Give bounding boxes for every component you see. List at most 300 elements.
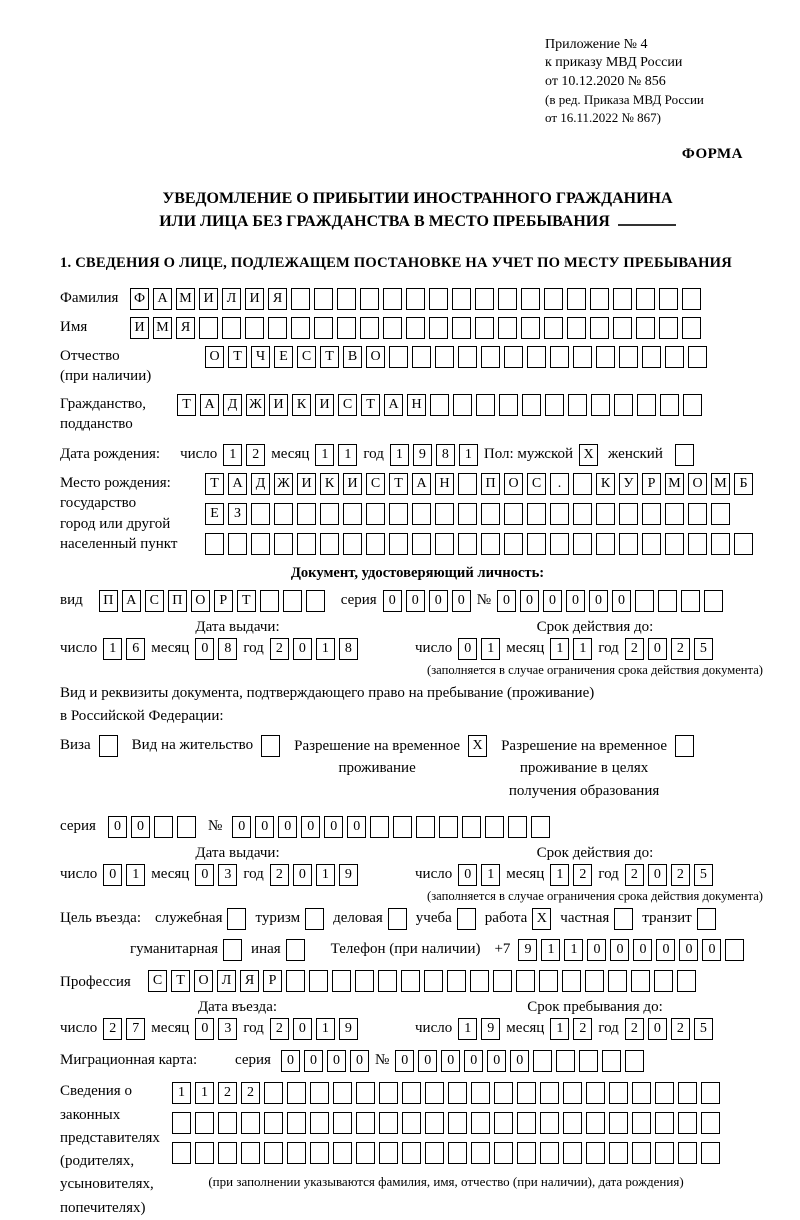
char-cell[interactable] [540, 1112, 559, 1134]
char-cell[interactable] [264, 1112, 283, 1134]
char-cell[interactable] [245, 317, 264, 339]
char-cell[interactable] [429, 288, 448, 310]
char-cell[interactable] [550, 533, 569, 555]
char-cell[interactable]: 1 [481, 864, 500, 886]
char-cell[interactable]: 0 [543, 590, 562, 612]
char-cell[interactable]: 9 [339, 864, 358, 886]
char-cell[interactable]: 2 [103, 1018, 122, 1040]
char-cell[interactable]: 0 [464, 1050, 483, 1072]
char-cell[interactable]: 1 [573, 638, 592, 660]
char-cell[interactable]: С [148, 970, 167, 992]
char-cell[interactable] [264, 1142, 283, 1164]
char-cell[interactable] [568, 394, 587, 416]
char-cell[interactable]: 0 [131, 816, 150, 838]
char-cell[interactable] [356, 1112, 375, 1134]
char-cell[interactable]: 1 [541, 939, 560, 961]
char-cell[interactable] [683, 394, 702, 416]
char-cell[interactable]: 2 [625, 638, 644, 660]
char-cell[interactable] [682, 317, 701, 339]
char-cell[interactable]: 1 [126, 864, 145, 886]
char-cell[interactable] [642, 533, 661, 555]
char-cell[interactable] [527, 503, 546, 525]
char-cell[interactable] [562, 970, 581, 992]
char-cell[interactable]: 1 [316, 864, 335, 886]
char-cell[interactable]: 0 [612, 590, 631, 612]
char-cell[interactable] [471, 1142, 490, 1164]
char-cell[interactable] [393, 816, 412, 838]
char-cell[interactable] [675, 735, 694, 757]
char-cell[interactable] [665, 503, 684, 525]
char-cell[interactable] [701, 1142, 720, 1164]
char-cell[interactable]: Ж [246, 394, 265, 416]
char-cell[interactable] [573, 473, 592, 495]
char-cell[interactable]: 0 [458, 864, 477, 886]
char-cell[interactable]: О [504, 473, 523, 495]
char-cell[interactable] [412, 503, 431, 525]
char-cell[interactable] [665, 533, 684, 555]
char-cell[interactable]: 9 [481, 1018, 500, 1040]
char-cell[interactable]: 3 [218, 1018, 237, 1040]
char-cell[interactable]: . [550, 473, 569, 495]
char-cell[interactable] [435, 346, 454, 368]
char-cell[interactable]: 1 [103, 638, 122, 660]
char-cell[interactable]: А [412, 473, 431, 495]
char-cell[interactable] [401, 970, 420, 992]
char-cell[interactable] [596, 503, 615, 525]
char-cell[interactable] [314, 317, 333, 339]
char-cell[interactable] [412, 533, 431, 555]
char-cell[interactable] [462, 816, 481, 838]
char-cell[interactable] [223, 939, 242, 961]
char-cell[interactable]: 0 [702, 939, 721, 961]
char-cell[interactable] [274, 533, 293, 555]
char-cell[interactable]: Т [205, 473, 224, 495]
char-cell[interactable] [498, 317, 517, 339]
char-cell[interactable] [291, 288, 310, 310]
char-cell[interactable]: К [292, 394, 311, 416]
char-cell[interactable]: 1 [172, 1082, 191, 1104]
char-cell[interactable]: З [228, 503, 247, 525]
char-cell[interactable]: 1 [223, 444, 242, 466]
char-cell[interactable] [333, 1112, 352, 1134]
char-cell[interactable] [379, 1142, 398, 1164]
char-cell[interactable] [389, 503, 408, 525]
char-cell[interactable] [337, 288, 356, 310]
char-cell[interactable]: М [711, 473, 730, 495]
char-cell[interactable] [251, 503, 270, 525]
char-cell[interactable] [406, 288, 425, 310]
char-cell[interactable] [527, 533, 546, 555]
char-cell[interactable] [370, 816, 389, 838]
char-cell[interactable]: П [481, 473, 500, 495]
char-cell[interactable]: К [320, 473, 339, 495]
char-cell[interactable]: О [366, 346, 385, 368]
char-cell[interactable] [448, 1142, 467, 1164]
char-cell[interactable]: 9 [518, 939, 537, 961]
char-cell[interactable] [573, 346, 592, 368]
char-cell[interactable] [481, 533, 500, 555]
char-cell[interactable]: М [176, 288, 195, 310]
char-cell[interactable] [453, 394, 472, 416]
char-cell[interactable] [412, 346, 431, 368]
char-cell[interactable] [504, 503, 523, 525]
char-cell[interactable] [533, 1050, 552, 1072]
char-cell[interactable] [218, 1112, 237, 1134]
char-cell[interactable] [499, 394, 518, 416]
char-cell[interactable] [573, 503, 592, 525]
char-cell[interactable] [677, 970, 696, 992]
char-cell[interactable]: И [199, 288, 218, 310]
char-cell[interactable] [177, 816, 196, 838]
char-cell[interactable]: О [688, 473, 707, 495]
char-cell[interactable] [360, 317, 379, 339]
char-cell[interactable] [494, 1082, 513, 1104]
char-cell[interactable] [343, 503, 362, 525]
char-cell[interactable] [619, 503, 638, 525]
char-cell[interactable] [425, 1112, 444, 1134]
char-cell[interactable] [260, 590, 279, 612]
char-cell[interactable] [195, 1142, 214, 1164]
char-cell[interactable] [320, 503, 339, 525]
char-cell[interactable]: С [338, 394, 357, 416]
char-cell[interactable] [517, 1082, 536, 1104]
char-cell[interactable] [251, 533, 270, 555]
char-cell[interactable] [655, 1112, 674, 1134]
char-cell[interactable]: 0 [324, 816, 343, 838]
char-cell[interactable]: И [343, 473, 362, 495]
char-cell[interactable]: 0 [589, 590, 608, 612]
char-cell[interactable] [172, 1112, 191, 1134]
char-cell[interactable]: М [665, 473, 684, 495]
char-cell[interactable] [366, 533, 385, 555]
char-cell[interactable] [205, 533, 224, 555]
char-cell[interactable]: Т [237, 590, 256, 612]
char-cell[interactable] [402, 1142, 421, 1164]
char-cell[interactable]: Я [176, 317, 195, 339]
char-cell[interactable] [402, 1082, 421, 1104]
char-cell[interactable]: Б [734, 473, 753, 495]
char-cell[interactable] [470, 970, 489, 992]
char-cell[interactable]: С [527, 473, 546, 495]
char-cell[interactable] [314, 288, 333, 310]
char-cell[interactable] [678, 1112, 697, 1134]
char-cell[interactable]: 0 [633, 939, 652, 961]
char-cell[interactable] [383, 288, 402, 310]
char-cell[interactable] [591, 394, 610, 416]
char-cell[interactable] [682, 288, 701, 310]
char-cell[interactable]: А [122, 590, 141, 612]
char-cell[interactable]: 0 [327, 1050, 346, 1072]
char-cell[interactable] [218, 1142, 237, 1164]
char-cell[interactable] [287, 1112, 306, 1134]
char-cell[interactable] [636, 288, 655, 310]
char-cell[interactable] [635, 590, 654, 612]
char-cell[interactable]: 1 [195, 1082, 214, 1104]
char-cell[interactable]: Т [320, 346, 339, 368]
char-cell[interactable] [241, 1142, 260, 1164]
char-cell[interactable] [310, 1082, 329, 1104]
char-cell[interactable] [636, 317, 655, 339]
char-cell[interactable] [613, 288, 632, 310]
char-cell[interactable] [475, 317, 494, 339]
char-cell[interactable]: 0 [679, 939, 698, 961]
char-cell[interactable] [660, 394, 679, 416]
char-cell[interactable] [310, 1142, 329, 1164]
char-cell[interactable]: 5 [694, 864, 713, 886]
char-cell[interactable] [287, 1082, 306, 1104]
char-cell[interactable] [228, 533, 247, 555]
char-cell[interactable] [619, 346, 638, 368]
char-cell[interactable]: X [468, 735, 487, 757]
char-cell[interactable] [309, 970, 328, 992]
char-cell[interactable] [659, 288, 678, 310]
char-cell[interactable]: Т [389, 473, 408, 495]
char-cell[interactable] [343, 533, 362, 555]
char-cell[interactable] [556, 1050, 575, 1072]
char-cell[interactable]: X [579, 444, 598, 466]
char-cell[interactable] [99, 735, 118, 757]
char-cell[interactable] [521, 317, 540, 339]
char-cell[interactable] [457, 908, 476, 930]
char-cell[interactable]: 0 [406, 590, 425, 612]
char-cell[interactable]: 5 [694, 1018, 713, 1040]
char-cell[interactable]: 2 [671, 1018, 690, 1040]
char-cell[interactable] [494, 1112, 513, 1134]
char-cell[interactable]: 8 [218, 638, 237, 660]
char-cell[interactable]: 0 [656, 939, 675, 961]
char-cell[interactable]: 0 [441, 1050, 460, 1072]
char-cell[interactable]: 1 [481, 638, 500, 660]
char-cell[interactable] [320, 533, 339, 555]
char-cell[interactable] [625, 1050, 644, 1072]
char-cell[interactable] [659, 317, 678, 339]
char-cell[interactable]: А [384, 394, 403, 416]
char-cell[interactable] [286, 970, 305, 992]
char-cell[interactable] [493, 970, 512, 992]
char-cell[interactable] [711, 503, 730, 525]
char-cell[interactable]: 1 [458, 1018, 477, 1040]
char-cell[interactable] [268, 317, 287, 339]
char-cell[interactable]: 1 [338, 444, 357, 466]
char-cell[interactable]: 0 [232, 816, 251, 838]
char-cell[interactable] [356, 1082, 375, 1104]
char-cell[interactable] [665, 346, 684, 368]
char-cell[interactable]: Р [263, 970, 282, 992]
char-cell[interactable] [579, 1050, 598, 1072]
char-cell[interactable]: 0 [195, 864, 214, 886]
char-cell[interactable]: 8 [436, 444, 455, 466]
char-cell[interactable] [631, 970, 650, 992]
char-cell[interactable] [573, 533, 592, 555]
char-cell[interactable] [471, 1112, 490, 1134]
char-cell[interactable]: Ч [251, 346, 270, 368]
char-cell[interactable] [429, 317, 448, 339]
char-cell[interactable] [261, 735, 280, 757]
char-cell[interactable]: 1 [315, 444, 334, 466]
char-cell[interactable]: 2 [625, 1018, 644, 1040]
char-cell[interactable] [544, 317, 563, 339]
char-cell[interactable] [522, 394, 541, 416]
char-cell[interactable]: 0 [510, 1050, 529, 1072]
char-cell[interactable]: С [145, 590, 164, 612]
char-cell[interactable] [154, 816, 173, 838]
char-cell[interactable] [602, 1050, 621, 1072]
char-cell[interactable]: 9 [339, 1018, 358, 1040]
char-cell[interactable]: Т [228, 346, 247, 368]
char-cell[interactable] [527, 346, 546, 368]
char-cell[interactable]: 2 [671, 864, 690, 886]
char-cell[interactable]: 1 [550, 864, 569, 886]
char-cell[interactable] [475, 288, 494, 310]
char-cell[interactable] [383, 317, 402, 339]
char-cell[interactable] [366, 503, 385, 525]
char-cell[interactable] [655, 1082, 674, 1104]
char-cell[interactable]: 0 [418, 1050, 437, 1072]
char-cell[interactable] [379, 1112, 398, 1134]
char-cell[interactable]: 0 [429, 590, 448, 612]
char-cell[interactable] [333, 1082, 352, 1104]
char-cell[interactable]: 0 [458, 638, 477, 660]
char-cell[interactable] [264, 1082, 283, 1104]
char-cell[interactable] [697, 908, 716, 930]
char-cell[interactable]: 2 [573, 1018, 592, 1040]
char-cell[interactable]: 0 [648, 864, 667, 886]
char-cell[interactable]: 6 [126, 638, 145, 660]
char-cell[interactable]: 3 [218, 864, 237, 886]
char-cell[interactable] [481, 503, 500, 525]
char-cell[interactable] [632, 1082, 651, 1104]
char-cell[interactable] [614, 394, 633, 416]
char-cell[interactable] [734, 533, 753, 555]
char-cell[interactable] [494, 1142, 513, 1164]
char-cell[interactable]: Ф [130, 288, 149, 310]
char-cell[interactable]: 2 [270, 638, 289, 660]
char-cell[interactable] [378, 970, 397, 992]
char-cell[interactable] [458, 503, 477, 525]
char-cell[interactable] [476, 394, 495, 416]
char-cell[interactable]: И [315, 394, 334, 416]
char-cell[interactable] [637, 394, 656, 416]
char-cell[interactable]: 0 [293, 638, 312, 660]
char-cell[interactable] [508, 816, 527, 838]
char-cell[interactable] [425, 1142, 444, 1164]
char-cell[interactable]: 0 [255, 816, 274, 838]
char-cell[interactable]: 8 [339, 638, 358, 660]
char-cell[interactable] [688, 503, 707, 525]
char-cell[interactable]: Е [274, 346, 293, 368]
char-cell[interactable]: 7 [126, 1018, 145, 1040]
char-cell[interactable] [447, 970, 466, 992]
char-cell[interactable]: 0 [648, 1018, 667, 1040]
char-cell[interactable]: 2 [246, 444, 265, 466]
char-cell[interactable] [305, 908, 324, 930]
char-cell[interactable] [711, 533, 730, 555]
char-cell[interactable] [389, 533, 408, 555]
char-cell[interactable]: Ж [274, 473, 293, 495]
char-cell[interactable] [654, 970, 673, 992]
char-cell[interactable] [678, 1082, 697, 1104]
char-cell[interactable] [701, 1112, 720, 1134]
char-cell[interactable] [632, 1112, 651, 1134]
char-cell[interactable]: 0 [103, 864, 122, 886]
char-cell[interactable] [563, 1142, 582, 1164]
char-cell[interactable] [435, 533, 454, 555]
char-cell[interactable] [306, 590, 325, 612]
char-cell[interactable] [586, 1112, 605, 1134]
char-cell[interactable] [452, 288, 471, 310]
char-cell[interactable] [608, 970, 627, 992]
char-cell[interactable]: 0 [520, 590, 539, 612]
char-cell[interactable]: 1 [316, 1018, 335, 1040]
char-cell[interactable]: 1 [390, 444, 409, 466]
char-cell[interactable] [596, 533, 615, 555]
char-cell[interactable]: 1 [459, 444, 478, 466]
char-cell[interactable]: 0 [648, 638, 667, 660]
char-cell[interactable] [172, 1142, 191, 1164]
char-cell[interactable] [227, 908, 246, 930]
char-cell[interactable] [504, 533, 523, 555]
char-cell[interactable] [540, 1142, 559, 1164]
char-cell[interactable]: А [200, 394, 219, 416]
char-cell[interactable]: У [619, 473, 638, 495]
char-cell[interactable]: 0 [350, 1050, 369, 1072]
char-cell[interactable]: Л [217, 970, 236, 992]
char-cell[interactable]: 2 [218, 1082, 237, 1104]
char-cell[interactable] [567, 288, 586, 310]
char-cell[interactable]: 0 [610, 939, 629, 961]
char-cell[interactable] [425, 1082, 444, 1104]
char-cell[interactable] [688, 533, 707, 555]
char-cell[interactable] [609, 1112, 628, 1134]
char-cell[interactable]: 1 [564, 939, 583, 961]
char-cell[interactable] [725, 939, 744, 961]
char-cell[interactable]: Е [205, 503, 224, 525]
char-cell[interactable]: А [228, 473, 247, 495]
char-cell[interactable] [199, 317, 218, 339]
char-cell[interactable]: 1 [550, 638, 569, 660]
char-cell[interactable]: Р [214, 590, 233, 612]
char-cell[interactable]: 2 [625, 864, 644, 886]
char-cell[interactable]: 9 [413, 444, 432, 466]
char-cell[interactable] [545, 394, 564, 416]
char-cell[interactable] [658, 590, 677, 612]
char-cell[interactable] [585, 970, 604, 992]
char-cell[interactable]: 2 [671, 638, 690, 660]
char-cell[interactable] [406, 317, 425, 339]
char-cell[interactable] [360, 288, 379, 310]
char-cell[interactable] [614, 908, 633, 930]
char-cell[interactable]: 0 [293, 864, 312, 886]
char-cell[interactable] [195, 1112, 214, 1134]
char-cell[interactable]: Н [435, 473, 454, 495]
char-cell[interactable]: П [168, 590, 187, 612]
char-cell[interactable]: 0 [497, 590, 516, 612]
char-cell[interactable]: Т [171, 970, 190, 992]
char-cell[interactable] [609, 1082, 628, 1104]
char-cell[interactable] [498, 288, 517, 310]
char-cell[interactable] [590, 288, 609, 310]
char-cell[interactable] [681, 590, 700, 612]
char-cell[interactable]: Я [240, 970, 259, 992]
char-cell[interactable]: 0 [452, 590, 471, 612]
char-cell[interactable] [613, 317, 632, 339]
char-cell[interactable]: Н [407, 394, 426, 416]
char-cell[interactable] [402, 1112, 421, 1134]
char-cell[interactable] [222, 317, 241, 339]
char-cell[interactable]: Д [223, 394, 242, 416]
char-cell[interactable]: Д [251, 473, 270, 495]
char-cell[interactable]: И [297, 473, 316, 495]
